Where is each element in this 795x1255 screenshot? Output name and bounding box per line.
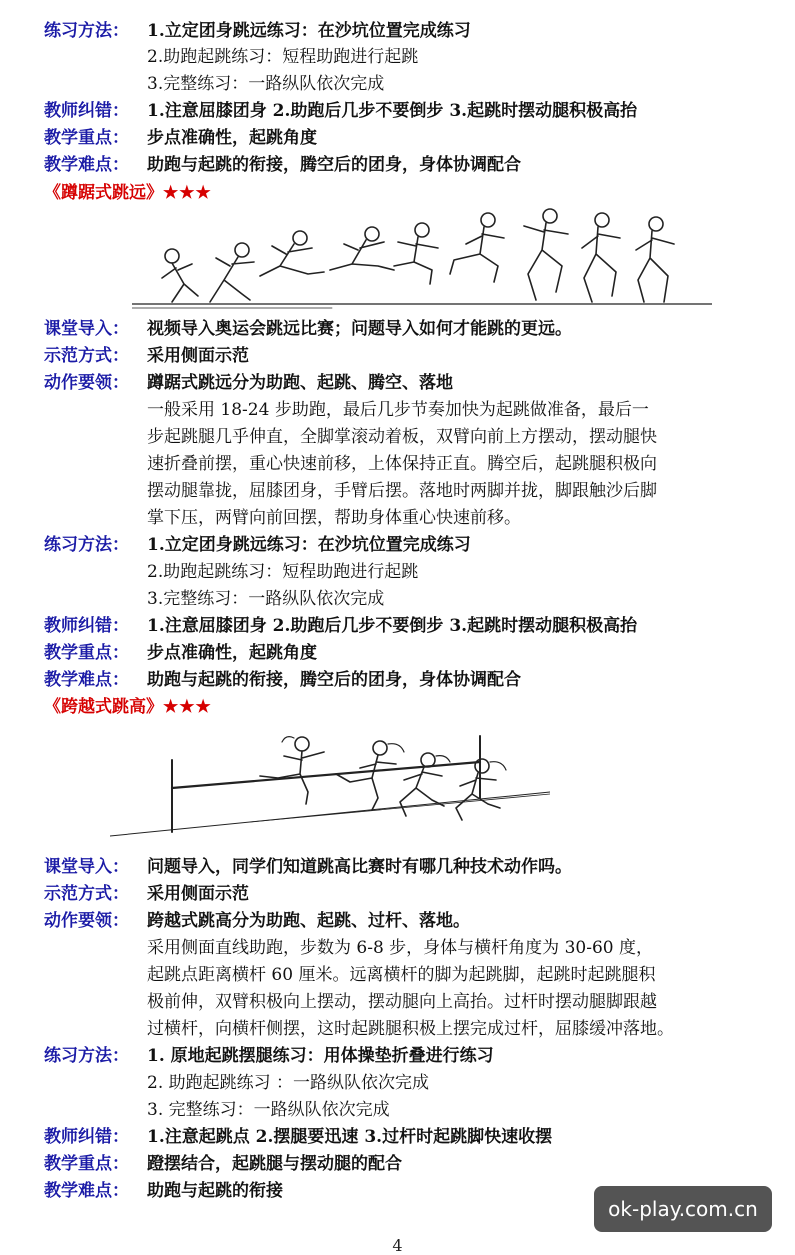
s2-essentials-text: 蹲踞式跳远分为助跑、起跳、腾空、落地 [147, 373, 453, 393]
s2-correction-label: 教师纠错： [44, 616, 129, 636]
s1-practice-item-1: 1.立定团身跳远练习：在沙坑位置完成练习 [147, 21, 471, 41]
s1-correction-text: 1.注意屈膝团身 2.助跑后几步不要倒步 3.起跳时摆动腿积极高抬 [147, 101, 638, 121]
s2-difficulty-text: 助跑与起跳的衔接，腾空后的团身，身体协调配合 [147, 670, 521, 690]
jumper-figure-4 [330, 227, 394, 270]
s3-keypoint-label: 教学重点： [44, 1154, 129, 1174]
s1-practice-label: 练习方法： [44, 21, 129, 41]
s3-title-text: 《跨越式跳高》 [44, 697, 163, 717]
s3-stars: ★★★ [163, 697, 212, 717]
jumper-figure-9 [636, 217, 674, 302]
s1-correction-label: 教师纠错： [44, 101, 129, 121]
s2-intro-text: 视频导入奥运会跳远比赛；问题导入如何才能跳的更远。 [147, 319, 572, 339]
s2-detail-text-3: 速折叠前摆，重心快速前移，上体保持正直。腾空后，起跳腿积极向 [147, 454, 657, 474]
s3-practice-label: 练习方法： [44, 1046, 129, 1066]
s2-practice-label: 练习方法： [44, 535, 129, 555]
s2-demo-label: 示范方式： [44, 346, 129, 366]
s3-practice-item-3: 3. 完整练习：一路纵队依次完成 [147, 1100, 390, 1120]
jumper-figure-8 [582, 213, 620, 302]
s3-correction-label: 教师纠错： [44, 1127, 129, 1147]
jumper-figure-1 [162, 249, 198, 302]
s3-intro-text: 问题导入，同学们知道跳高比赛时有哪几种技术动作吗。 [147, 857, 572, 877]
s3-correction-text: 1.注意起跳点 2.摆腿要迅速 3.过杆时起跳脚快速收摆 [147, 1127, 553, 1147]
long-jump-illustration [132, 204, 712, 312]
jumper-figure-3 [260, 231, 324, 276]
s3-practice-item-2: 2. 助跑起跳练习 ：一路纵队依次完成 [147, 1073, 430, 1093]
s3-difficulty-text: 助跑与起跳的衔接 [147, 1181, 283, 1201]
s3-demo-text: 采用侧面示范 [147, 884, 249, 904]
s3-difficulty-label: 教学难点： [44, 1181, 129, 1201]
s3-demo-label: 示范方式： [44, 884, 129, 904]
jumper-figure-6 [450, 213, 504, 282]
s2-keypoint-text: 步点准确性，起跳角度 [147, 643, 317, 663]
s3-essentials-label: 动作要领： [44, 911, 129, 931]
s2-detail-text-1: 一般采用 18-24 步助跑，最后几步节奏加快为起跳做准备，最后一 [147, 400, 649, 420]
s3-detail-text-3: 极前伸，双臂积极向上摆动，摆动腿向上高抬。过杆时摆动腿脚跟越 [147, 992, 657, 1012]
s2-essentials-label: 动作要领： [44, 373, 129, 393]
jumper-figure-2 [210, 243, 254, 302]
s3-essentials-text: 跨越式跳高分为助跑、起跳、过杆、落地。 [147, 911, 470, 931]
s3-practice-item-1: 1. 原地起跳摆腿练习：用体操垫折叠进行练习 [147, 1046, 494, 1066]
s2-correction-text: 1.注意屈膝团身 2.助跑后几步不要倒步 3.起跳时摆动腿积极高抬 [147, 616, 638, 636]
s1-keypoint-text: 步点准确性，起跳角度 [147, 128, 317, 148]
s2-title [44, 180, 212, 206]
s2-practice-item-2: 2.助跑起跳练习：短程助跑进行起跳 [147, 562, 419, 582]
s2-detail-text-4: 摆动腿靠拢，屈膝团身，手臂后摆。落地时两脚并拢，脚跟触沙后脚 [147, 481, 657, 501]
high-jumper-figure-1 [260, 737, 324, 804]
s2-practice-item-3: 3.完整练习：一路纵队依次完成 [147, 589, 385, 609]
high-jump-illustration [110, 722, 550, 842]
jumper-figure-5 [394, 223, 438, 284]
s3-keypoint-text: 蹬摆结合，起跳腿与摆动腿的配合 [147, 1154, 402, 1174]
s2-practice-item-1: 1.立定团身跳远练习：在沙坑位置完成练习 [147, 535, 471, 555]
s2-stars: ★★★ [163, 183, 212, 203]
watermark-badge: ok-play.com.cn [594, 1186, 772, 1232]
s2-detail-text-5: 掌下压，两臂向前回摆，帮助身体重心快速前移。 [147, 508, 521, 528]
s3-detail-text-1: 采用侧面直线助跑，步数为 6-8 步，身体与横杆角度为 30-60 度， [147, 938, 653, 958]
s2-difficulty-label: 教学难点： [44, 670, 129, 690]
s1-difficulty-text: 助跑与起跳的衔接，腾空后的团身，身体协调配合 [147, 155, 521, 175]
s3-intro-label: 课堂导入： [44, 857, 129, 877]
s1-practice-item-3: 3.完整练习：一路纵队依次完成 [147, 74, 385, 94]
page-number: 4 [392, 1236, 403, 1255]
s3-title [44, 694, 212, 720]
s3-detail-text-4: 过横杆，向横杆侧摆，这时起跳腿积极上摆完成过杆，屈膝缓冲落地。 [147, 1019, 674, 1039]
s1-keypoint-label: 教学重点： [44, 128, 129, 148]
s2-demo-text: 采用侧面示范 [147, 346, 249, 366]
s2-title-text: 《蹲踞式跳远》 [44, 183, 163, 203]
jumper-figure-7 [524, 209, 568, 300]
s2-intro-label: 课堂导入： [44, 319, 129, 339]
s3-detail-text-2: 起跳点距离横杆 60 厘米。远离横杆的脚为起跳脚，起跳时起跳腿积 [147, 965, 656, 985]
high-jumper-figure-2 [336, 741, 404, 810]
s1-practice-item-2: 2.助跑起跳练习：短程助跑进行起跳 [147, 47, 419, 67]
s2-detail-text-2: 步起跳腿几乎伸直，全脚掌滚动着板，双臂向前上方摆动，摆动腿快 [147, 427, 657, 447]
s1-difficulty-label: 教学难点： [44, 155, 129, 175]
s2-keypoint-label: 教学重点： [44, 643, 129, 663]
